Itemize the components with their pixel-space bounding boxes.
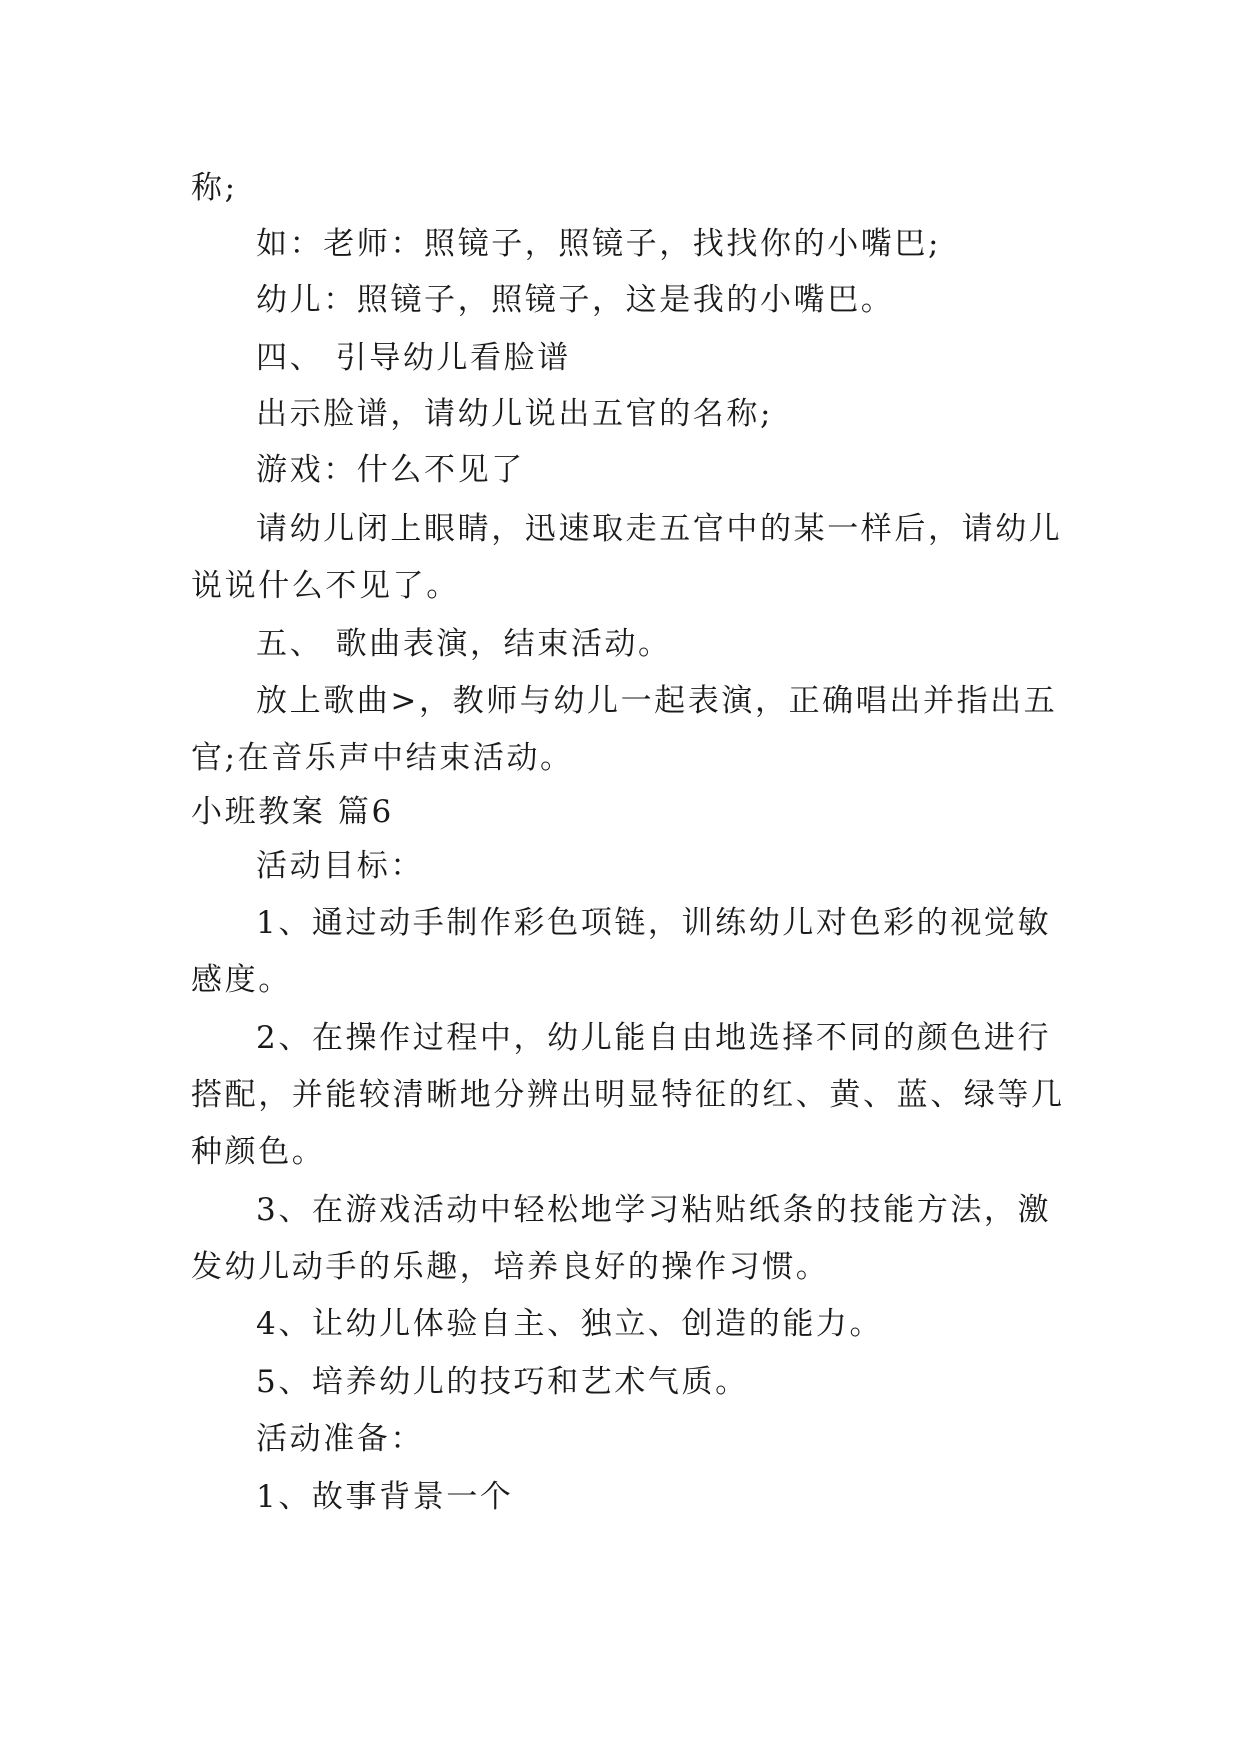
list-item: 1、通过动手制作彩色项链，训练幼儿对色彩的视觉敏 bbox=[256, 905, 1052, 941]
text-line: 放上歌曲>，教师与幼儿一起表演，正确唱出并指出五 bbox=[256, 683, 1058, 719]
list-item: 5、培养幼儿的技巧和艺术气质。 bbox=[256, 1364, 749, 1400]
text-line: 搭配，并能较清晰地分辨出明显特征的红、黄、蓝、绿等几 bbox=[191, 1077, 1065, 1113]
list-item: 4、让幼儿体验自主、独立、创造的能力。 bbox=[256, 1306, 884, 1342]
list-item: 1、故事背景一个 bbox=[256, 1479, 514, 1515]
text-line: 发幼儿动手的乐趣，培养良好的操作习惯。 bbox=[191, 1249, 830, 1285]
text-line: 幼儿：照镜子，照镜子，这是我的小嘴巴。 bbox=[256, 282, 895, 318]
text-line: 种颜色。 bbox=[191, 1134, 326, 1170]
text-line: 称; bbox=[191, 170, 238, 206]
text-line: 游戏：什么不见了 bbox=[256, 452, 525, 488]
section-heading: 四、 引导幼儿看脸谱 bbox=[256, 340, 571, 376]
section-heading: 活动目标： bbox=[256, 848, 424, 884]
section-heading: 活动准备： bbox=[256, 1421, 424, 1457]
text-line: 感度。 bbox=[191, 962, 292, 998]
text-line: 如：老师：照镜子，照镜子，找找你的小嘴巴; bbox=[256, 226, 942, 262]
text-line: 官;在音乐声中结束活动。 bbox=[191, 740, 574, 776]
text-line: 出示脸谱，请幼儿说出五官的名称; bbox=[256, 396, 774, 432]
list-item: 2、在操作过程中，幼儿能自由地选择不同的颜色进行 bbox=[256, 1020, 1052, 1056]
page-section-title: 小班教案 篇6 bbox=[191, 794, 394, 830]
text-line: 请幼儿闭上眼睛，迅速取走五官中的某一样后，请幼儿 bbox=[256, 511, 1063, 547]
section-heading: 五、 歌曲表演，结束活动。 bbox=[256, 626, 672, 662]
text-line: 说说什么不见了。 bbox=[191, 568, 460, 604]
list-item: 3、在游戏活动中轻松地学习粘贴纸条的技能方法，激 bbox=[256, 1192, 1052, 1228]
